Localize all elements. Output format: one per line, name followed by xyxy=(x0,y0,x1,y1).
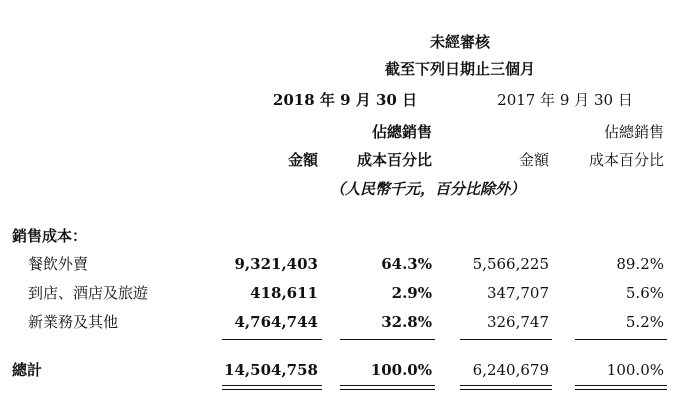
double-rule-below-total xyxy=(340,385,435,386)
row-amount-2017: 326,747 xyxy=(486,313,549,331)
pct-2017-heading-line1: 佔總銷售 xyxy=(603,123,664,141)
double-rule-below-total xyxy=(222,389,322,390)
total-amount-2018: 14,504,758 xyxy=(224,361,318,379)
rule-above-total xyxy=(340,339,435,340)
total-label: 總計 xyxy=(12,361,43,379)
row-label: 新業務及其他 xyxy=(28,313,119,331)
total-amount-2017: 6,240,679 xyxy=(472,361,549,379)
row-amount-2017: 5,566,225 xyxy=(472,255,549,273)
row-pct-2018: 32.8% xyxy=(381,313,432,331)
pct-2018-heading-line1: 佔總銷售 xyxy=(371,123,432,141)
row-pct-2017: 89.2% xyxy=(616,255,664,273)
double-rule-below-total xyxy=(575,389,667,390)
double-rule-below-total xyxy=(460,389,552,390)
section-title: 銷售成本： xyxy=(12,227,88,245)
row-amount-2018: 9,321,403 xyxy=(234,255,318,273)
total-pct-2017: 100.0% xyxy=(606,361,664,379)
row-amount-2017: 347,707 xyxy=(486,284,549,302)
total-pct-2018: 100.0% xyxy=(370,361,432,379)
double-rule-below-total xyxy=(575,385,667,386)
row-pct-2018: 64.3% xyxy=(381,255,432,273)
row-amount-2018: 4,764,744 xyxy=(234,313,318,331)
row-label: 餐飲外賣 xyxy=(28,255,89,273)
double-rule-below-total xyxy=(222,385,322,386)
rule-above-total xyxy=(460,339,552,340)
row-pct-2017: 5.2% xyxy=(625,313,664,331)
pct-2018-heading-line2: 成本百分比 xyxy=(356,151,432,169)
date-2017-heading: 2017 年 9 月 30 日 xyxy=(497,91,633,109)
row-amount-2018: 418,611 xyxy=(250,284,318,302)
rule-above-total xyxy=(222,339,322,340)
row-pct-2018: 2.9% xyxy=(391,284,432,302)
units-note: （人民幣千元，百分比除外） xyxy=(330,180,526,198)
double-rule-below-total xyxy=(460,385,552,386)
pct-2017-heading-line2: 成本百分比 xyxy=(588,151,664,169)
date-2018-heading: 2018 年 9 月 30 日 xyxy=(272,91,418,109)
period-heading: 截至下列日期止三個月 xyxy=(384,60,536,78)
unaudited-heading: 未經審核 xyxy=(429,33,491,51)
row-pct-2017: 5.6% xyxy=(625,284,664,302)
amount-2018-heading: 金額 xyxy=(287,151,318,169)
rule-above-total xyxy=(575,339,667,340)
amount-2017-heading: 金額 xyxy=(518,151,549,169)
double-rule-below-total xyxy=(340,389,435,390)
row-label: 到店、酒店及旅遊 xyxy=(28,284,149,302)
